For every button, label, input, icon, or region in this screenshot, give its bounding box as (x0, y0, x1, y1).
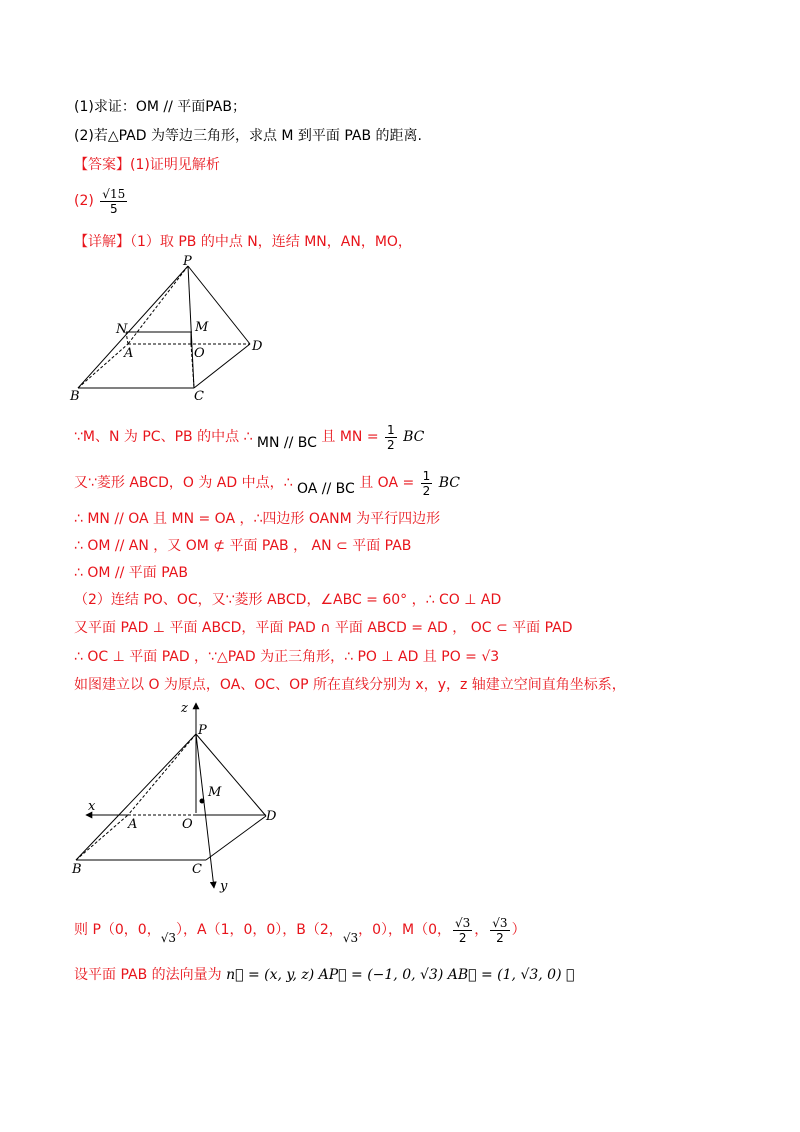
fig1-label-o: O (194, 346, 205, 361)
line-15-a: 则 P（0，0， (74, 922, 161, 938)
fig1-label-n: N (116, 322, 128, 337)
fig2-label-z: z (181, 701, 188, 716)
answer-2-denominator: 5 (109, 201, 118, 216)
line-2: (2)若△PAD 为等边三角形，求点 M 到平面 PAB 的距离. (74, 128, 423, 144)
line-16-b: n⃗ = (x, y, z) AP⃗ = (−1, 0, √3) AB⃗ = (1, √3, 0) ， (226, 967, 575, 983)
line-7-b: OA // BC (296, 481, 355, 497)
line-6-a: ∵M、N 为 PC、PB 的中点 ∴ (74, 429, 253, 445)
line-15-num-2: √3 (492, 915, 508, 930)
line-15-e: ，0），M（0， (358, 922, 451, 938)
pyramid-figure-1 (68, 254, 268, 402)
line-6-b: MN // BC (256, 435, 317, 451)
line-10: ∴ OM // 平面 PAB (74, 565, 188, 581)
fig2-label-p: P (198, 723, 207, 738)
line-15-den-1: 2 (458, 930, 467, 945)
line-15-sep: ， (474, 922, 489, 938)
fig2-label-c: C (192, 862, 202, 877)
line-13: ∴ OC ⊥ 平面 PAD ，∵△PAD 为正三角形，∴ PO ⊥ AD 且 PO = √3 (74, 649, 500, 665)
line-6 (74, 420, 424, 454)
line-15 (74, 910, 526, 950)
line-15-fraction-2 (490, 916, 509, 945)
line-15-num-1: √3 (455, 915, 471, 930)
answer-2-fraction (100, 187, 127, 216)
line-16 (74, 962, 574, 988)
fig2-label-o: O (182, 817, 193, 832)
detail-line: 【详解】（1）取 PB 的中点 N，连结 MN，AN，MO， (74, 234, 412, 250)
fig2-label-y: y (220, 879, 228, 894)
line-14: 如图建立以 O 为原点，OA、OC、OP 所在直线分别为 x，y，z 轴建立空间直角坐标系， (74, 677, 626, 693)
fig2-label-b: B (72, 862, 82, 877)
line-7-a: 又∵菱形 ABCD，O 为 AD 中点，∴ (74, 475, 293, 491)
line-11: （2）连结 PO、OC，又∵菱形 ABCD，∠ABC = 60° ，∴ CO ⊥ AD (74, 592, 502, 608)
line-7 (74, 466, 460, 500)
fig1-label-c: C (194, 389, 204, 402)
line-12: 又平面 PAD ⊥ 平面 ABCD，平面 PAD ∩ 平面 ABCD = AD ， OC ⊂ 平面 PAD (74, 620, 573, 636)
line-15-den-2: 2 (496, 930, 504, 945)
line-6-fraction (385, 423, 397, 452)
fig1-label-a: A (124, 346, 134, 361)
line-15-fraction-1 (453, 916, 472, 945)
answer-2 (74, 183, 129, 219)
line-7-d: BC (438, 475, 461, 491)
line-6-denominator: 2 (387, 437, 395, 452)
line-9: ∴ OM // AN ，又 OM ⊄ 平面 PAB ， AN ⊂ 平面 PAB (74, 538, 412, 554)
answer-2-prefix: (2) (74, 193, 94, 209)
line-6-d: BC (403, 429, 425, 445)
fig2-label-m: M (208, 785, 222, 800)
line-1: (1)求证：OM // 平面PAB； (74, 99, 246, 115)
answer-2-numerator: √15 (102, 186, 126, 201)
line-15-f: ） (511, 922, 526, 938)
line-7-denominator: 2 (422, 483, 431, 498)
line-7-numerator: 1 (422, 468, 431, 483)
fig2-label-x: x (88, 799, 96, 814)
line-16-a: 设平面 PAB 的法向量为 (74, 967, 222, 983)
line-8: ∴ MN // OA 且 MN = OA ，∴四边形 OANM 为平行四边形 (74, 511, 441, 527)
fig1-label-p: P (183, 254, 192, 269)
line-7-c: 且 OA = (359, 475, 415, 491)
fig2-label-a: A (128, 817, 138, 832)
fig1-label-m: M (195, 320, 209, 335)
pyramid-figure-2 (68, 698, 278, 898)
fig1-label-d: D (252, 339, 263, 354)
line-15-d: √3 (342, 931, 359, 945)
line-6-c: 且 MN = (321, 429, 379, 445)
line-15-b: √3 (160, 931, 176, 945)
fig2-label-d: D (266, 809, 277, 824)
answer-label: 【答案】(1)证明见解析 (74, 157, 220, 173)
line-7-fraction (421, 469, 433, 498)
fig1-label-b: B (70, 389, 80, 402)
line-6-numerator: 1 (387, 422, 395, 437)
line-15-c: ），A（1，0，0），B（2， (176, 922, 343, 938)
